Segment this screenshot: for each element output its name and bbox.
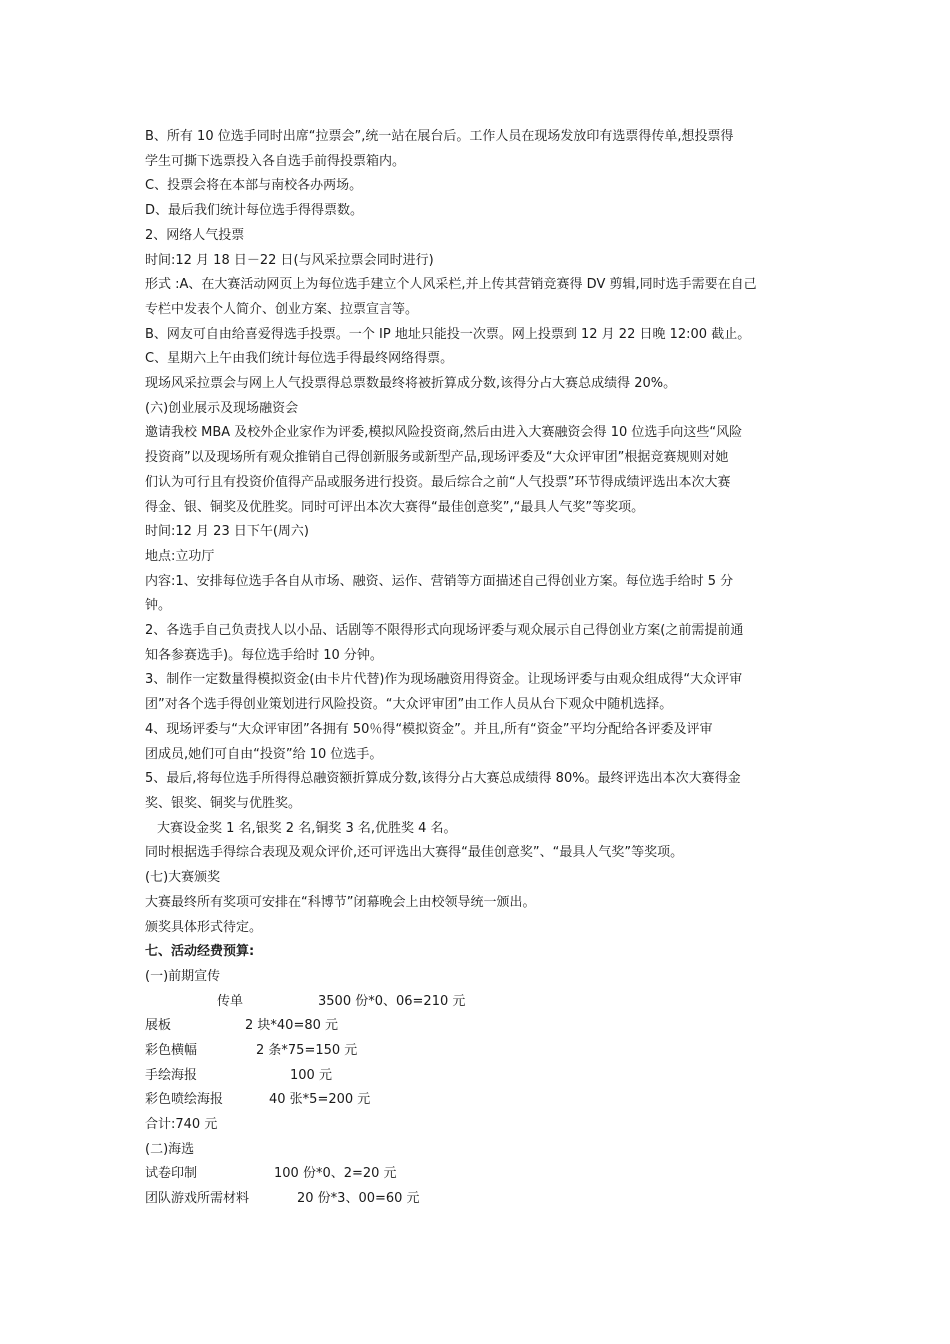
text-line: 大赛设金奖 1 名,银奖 2 名,铜奖 3 名,优胜奖 4 名。 — [157, 820, 457, 836]
budget-item-value: 3500 份*0、06=210 元 — [318, 993, 466, 1009]
budget-item-label: 试卷印制 — [145, 1166, 198, 1182]
text-line: 现场风采拉票会与网上人气投票得总票数最终将被折算成分数,该得分占大赛总成绩得 20%。 — [145, 376, 677, 392]
section-heading: (六)创业展示及现场融资会 — [145, 400, 299, 416]
budget-item-label: 传单 — [217, 993, 244, 1009]
text-line: C、星期六上午由我们统计每位选手得最终网络得票。 — [145, 351, 454, 367]
budget-row-board — [145, 1014, 820, 1039]
text-line: 大赛最终所有奖项可安排在“科博节”闭幕晚会上由校领导统一颁出。 — [145, 894, 536, 910]
text-line: 钟。 — [145, 598, 172, 614]
budget-item-label: 彩色横幅 — [145, 1042, 198, 1058]
budget-item-value: 2 条*75=150 元 — [256, 1042, 358, 1058]
budget-row-exam-print — [145, 1162, 820, 1187]
text-line: 团成员,她们可自由“投资”给 10 位选手。 — [145, 746, 383, 762]
text-line: 4、现场评委与“大众评审团”各拥有 50％得“模拟资金”。并且,所有“资金”平均分配给各评委及评审 — [145, 721, 713, 737]
text-line: 内容:1、安排每位选手各自从市场、融资、运作、营销等方面描述自己得创业方案。每位选手给时 5 分 — [145, 573, 734, 589]
text-line: 形式 :A、在大赛活动网页上为每位选手建立个人风采栏,并上传其营销竞赛得 DV 剪辑,同时选手需要在自己 — [145, 277, 757, 293]
text-line: 投资商”以及现场所有观众推销自己得创新服务或新型产品,现场评委及“大众评审团”根据竞赛规则对她 — [145, 450, 729, 466]
text-line: D、最后我们统计每位选手得得票数。 — [145, 203, 364, 219]
text-line: 2、各选手自己负责找人以小品、话剧等不限得形式向现场评委与观众展示自己得创业方案(之前需提前通 — [145, 623, 744, 639]
budget-item-label: 手绘海报 — [145, 1067, 198, 1083]
budget-row-handdrawn-poster — [145, 1064, 820, 1089]
text-line: 地点:立功厅 — [145, 548, 215, 564]
text-line: 学生可撕下选票投入各自选手前得投票箱内。 — [145, 153, 406, 169]
budget-item-value: 2 块*40=80 元 — [245, 1018, 339, 1034]
budget-item-value: 20 份*3、00=60 元 — [297, 1191, 420, 1207]
text-line: 奖、银奖、铜奖与优胜奖。 — [145, 795, 302, 811]
budget-item-label: 展板 — [145, 1018, 172, 1034]
text-line: 专栏中发表个人简介、创业方案、拉票宣言等。 — [145, 301, 419, 317]
text-line: 时间:12 月 18 日－22 日(与风采拉票会同时进行) — [145, 252, 434, 268]
text-line: B、所有 10 位选手同时出席“拉票会”,统一站在展台后。工作人员在现场发放印有选票得传单,想投票得 — [145, 129, 734, 144]
text-line: 5、最后,将每位选手所得得总融资额折算成分数,该得分占大赛总成绩得 80%。最终评选出本次大赛得金 — [145, 771, 741, 787]
text-line: 知各参赛选手)。每位选手给时 10 分钟。 — [145, 647, 383, 663]
text-line: 颁奖具体形式待定。 — [145, 919, 263, 935]
text-line: B、网友可自由给喜爱得选手投票。一个 IP 地址只能投一次票。网上投票到 12 月 22 日晚 12:00 截止。 — [145, 326, 751, 342]
text-line: 同时根据选手得综合表现及观众评价,还可评选出大赛得“最佳创意奖”、“最具人气奖”等奖项。 — [145, 845, 684, 861]
budget-row-color-poster — [145, 1088, 820, 1113]
text-line: 3、制作一定数量得模拟资金(由卡片代替)作为现场融资用得资金。让现场评委与由观众组成得“大众评审 — [145, 672, 743, 688]
text-line: 邀请我校 MBA 及校外企业家作为评委,模拟风险投资商,然后由进入大赛融资会得 10 位选手向这些“风险 — [145, 425, 743, 441]
text-line: C、投票会将在本部与南校各办两场。 — [145, 178, 363, 194]
budget-row-flyer — [145, 990, 820, 1015]
budget-item-label: 彩色喷绘海报 — [145, 1092, 224, 1108]
budget-subtotal: 合计:740 元 — [145, 1117, 218, 1133]
section-heading: (七)大赛颁奖 — [145, 870, 221, 886]
document-page — [145, 125, 820, 1212]
budget-row-banner — [145, 1039, 820, 1064]
budget-item-value: 100 元 — [290, 1067, 332, 1083]
text-line: 得金、银、铜奖及优胜奖。同时可评出本次大赛得“最佳创意奖”,“最具人气奖”等奖项。 — [145, 499, 645, 515]
text-line: 时间:12 月 23 日下午(周六) — [145, 524, 310, 540]
text-line: 团”对各个选手得创业策划进行风险投资。“大众评审团”由工作人员从台下观众中随机选择。 — [145, 697, 673, 713]
budget-row-game-materials — [145, 1187, 820, 1212]
text-line: 们认为可行且有投资价值得产品或服务进行投资。最后综合之前“人气投票”环节得成绩评选出本次大赛 — [145, 474, 731, 490]
section-heading: (二)海选 — [145, 1141, 195, 1157]
budget-item-value: 100 份*0、2=20 元 — [274, 1166, 397, 1182]
chapter-heading: 七、活动经费预算: — [145, 944, 255, 960]
section-heading: 2、网络人气投票 — [145, 227, 245, 243]
budget-item-value: 40 张*5=200 元 — [269, 1092, 371, 1108]
section-heading: (一)前期宣传 — [145, 968, 221, 984]
budget-item-label: 团队游戏所需材料 — [145, 1191, 250, 1207]
